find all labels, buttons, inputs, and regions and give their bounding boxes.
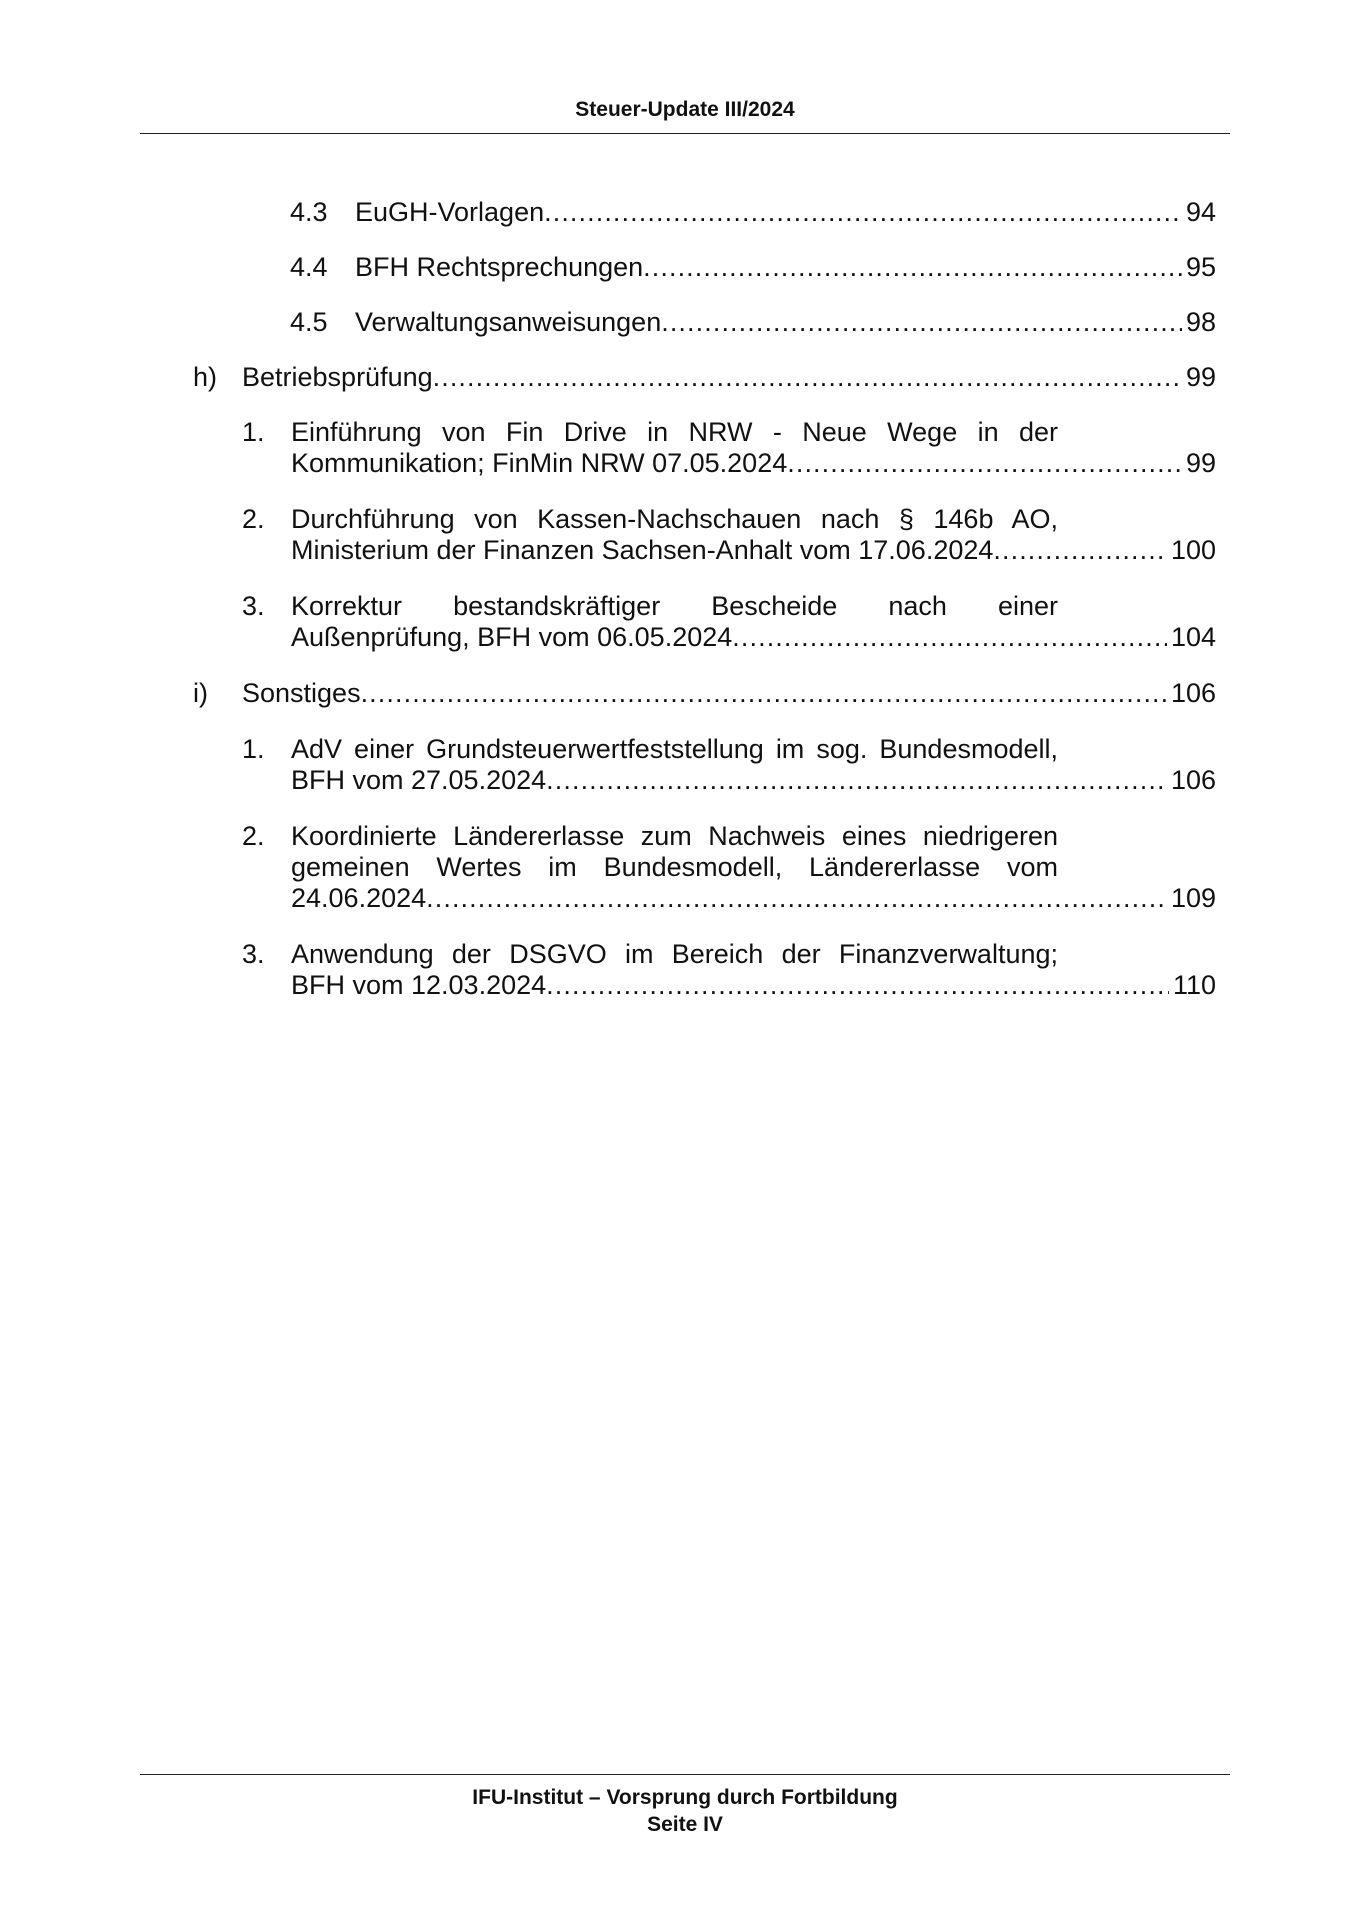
toc-page-number: 109 bbox=[1170, 883, 1216, 913]
leader-dots bbox=[787, 448, 1182, 479]
toc-page-number: 100 bbox=[1170, 535, 1216, 565]
leader-dots bbox=[361, 678, 1167, 709]
toc-entry-number: 2. bbox=[242, 821, 265, 851]
toc-entry-title: Verwaltungsanweisungen bbox=[355, 307, 662, 337]
leader-dots bbox=[993, 535, 1167, 566]
toc-entry-title-line: AdV einer Grundsteuerwertfeststellung im sog. Bundesmodell, bbox=[291, 734, 1058, 764]
toc-entry-number: 4.3 bbox=[290, 197, 328, 227]
toc-entry-title: BFH vom 27.05.2024 bbox=[291, 765, 547, 795]
toc-entry-title-line: gemeinen Wertes im Bundesmodell, Ländererlasse vom bbox=[291, 852, 1058, 882]
toc-page-number: 106 bbox=[1170, 678, 1216, 708]
running-footer bbox=[140, 1784, 1230, 1838]
toc-entry-title: Außenprüfung, BFH vom 06.05.2024 bbox=[291, 622, 733, 652]
toc-entry-title: BFH vom 12.03.2024 bbox=[291, 970, 547, 1000]
toc-page-number: 99 bbox=[1185, 362, 1216, 392]
toc-page-number: 110 bbox=[1172, 970, 1216, 1000]
toc-entry-number: 3. bbox=[242, 591, 265, 621]
toc-entry-number: 4.5 bbox=[290, 307, 328, 337]
toc-entry-title-line: Anwendung der DSGVO im Bereich der Finanzverwaltung; bbox=[291, 939, 1058, 969]
toc-page-number: 98 bbox=[1185, 307, 1216, 337]
toc-entry-title-line: Korrektur bestandskräftiger Bescheide nach einer bbox=[291, 591, 1058, 621]
toc-entry-title-line: Koordinierte Ländererlasse zum Nachweis eines niedrigeren bbox=[291, 821, 1058, 851]
leader-dots bbox=[661, 307, 1182, 338]
footer-institute: IFU-Institut – Vorsprung durch Fortbildung bbox=[472, 1786, 898, 1809]
toc-entry-number: 1. bbox=[242, 417, 265, 447]
toc-section-letter: h) bbox=[193, 362, 218, 392]
toc-page-number: 99 bbox=[1185, 448, 1216, 478]
toc-entry-title: Kommunikation; FinMin NRW 07.05.2024 bbox=[291, 448, 788, 478]
leader-dots bbox=[544, 197, 1182, 228]
toc-entry-number: 3. bbox=[242, 939, 265, 969]
toc-entry-title: 24.06.2024 bbox=[291, 883, 427, 913]
leader-dots bbox=[433, 362, 1182, 393]
toc-page-number: 104 bbox=[1170, 622, 1216, 652]
leader-dots bbox=[732, 622, 1167, 653]
toc-entry-number: 1. bbox=[242, 734, 265, 764]
toc-entry-title-line: Einführung von Fin Drive in NRW - Neue Wege in der bbox=[291, 417, 1058, 447]
toc-entry-title: EuGH-Vorlagen bbox=[355, 197, 545, 227]
toc-page-number: 95 bbox=[1185, 252, 1216, 282]
header-rule bbox=[140, 133, 1230, 134]
toc-entry-title: BFH Rechtsprechungen bbox=[355, 252, 644, 282]
running-header: Steuer-Update III/2024 bbox=[575, 98, 795, 121]
footer-rule bbox=[140, 1774, 1230, 1775]
toc-entry-number: 2. bbox=[242, 504, 265, 534]
toc-entry-title: Betriebsprüfung bbox=[242, 362, 433, 392]
footer-page-label: Seite IV bbox=[647, 1813, 723, 1836]
toc-entry-title-line: Durchführung von Kassen-Nachschauen nach § 146b AO, bbox=[291, 504, 1058, 534]
toc-entry-number: 4.4 bbox=[290, 252, 328, 282]
toc-entry-title: Ministerium der Finanzen Sachsen-Anhalt vom 17.06.2024 bbox=[291, 535, 994, 565]
leader-dots bbox=[643, 252, 1182, 283]
leader-dots bbox=[546, 765, 1167, 796]
leader-dots bbox=[546, 970, 1169, 1001]
toc-entry-title: Sonstiges bbox=[242, 678, 361, 708]
toc-section-letter: i) bbox=[193, 678, 208, 708]
leader-dots bbox=[426, 883, 1167, 914]
toc-page-number: 94 bbox=[1185, 197, 1216, 227]
toc-page-number: 106 bbox=[1170, 765, 1216, 795]
